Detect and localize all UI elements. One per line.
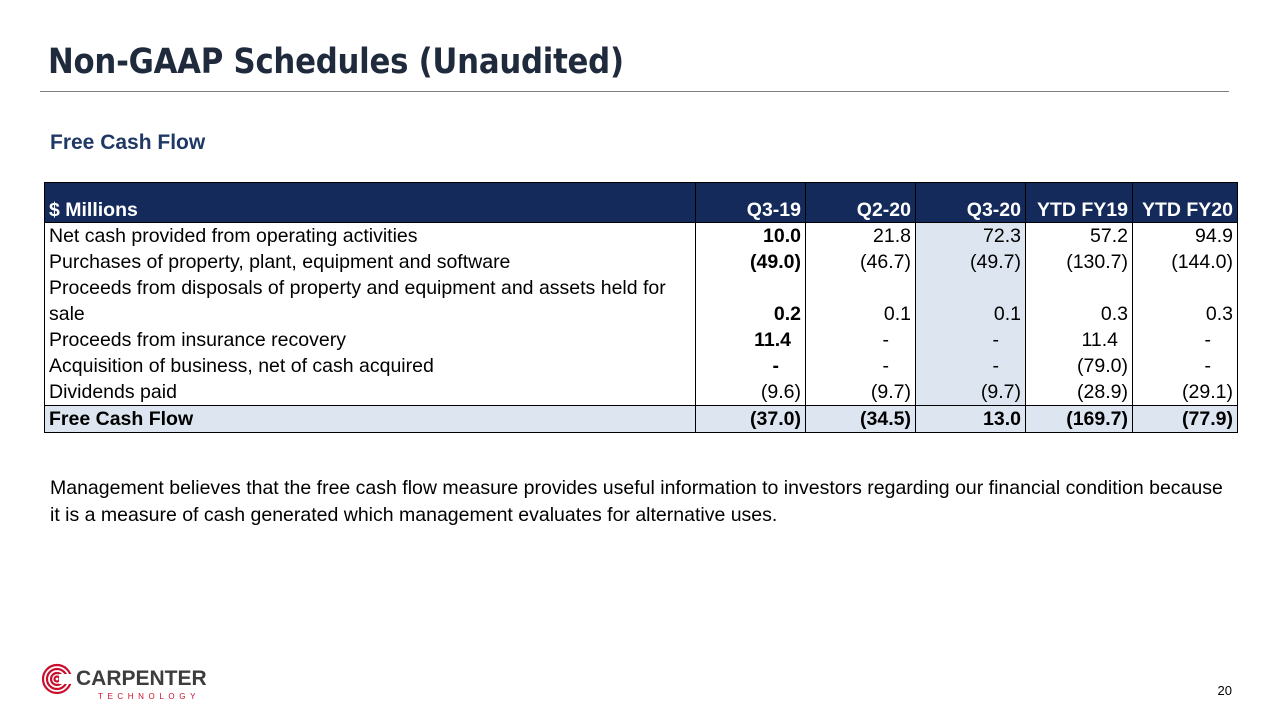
title-divider [40,91,1229,92]
total-label: Free Cash Flow [45,406,696,433]
company-logo [40,662,220,702]
table-row [45,353,1238,379]
table-row [45,379,1238,406]
management-note: Management believes that the free cash flow measure provides useful information to investors regarding our financial condition because it is a measure of cash generated which management evaluates for alternative uses. [50,477,1223,526]
slide-title: Non-GAAP Schedules (Unaudited) [48,42,624,82]
cell-value: (49.7) [916,249,1026,275]
cell-value: 94.9 [1133,223,1238,250]
cell-value: 0.1 [806,275,916,327]
table-row [45,223,1238,250]
total-value: (37.0) [696,406,806,433]
cell-value: (29.1) [1133,379,1238,406]
total-value: (34.5) [806,406,916,433]
cell-value: - [916,353,1026,379]
logo-tagline: TECHNOLOGY [98,692,201,701]
cell-value: 11.4 [1026,327,1133,353]
header-cell: Q3-20 [916,183,1026,223]
table-header-row [45,183,1238,223]
cell-value: (9.7) [806,379,916,406]
row-label: Purchases of property, plant, equipment and software [45,249,696,275]
logo-name: CARPENTER [76,667,207,690]
cell-value: (130.7) [1026,249,1133,275]
total-row [45,406,1238,433]
cell-value: 10.0 [696,223,806,250]
row-label: Dividends paid [45,379,696,406]
row-label: Net cash provided from operating activities [45,223,696,250]
row-label: Proceeds from insurance recovery [45,327,696,353]
cell-value: 21.8 [806,223,916,250]
cell-value: (144.0) [1133,249,1238,275]
cell-value: 0.3 [1133,275,1238,327]
cell-value: 0.3 [1026,275,1133,327]
cell-value: (79.0) [1026,353,1133,379]
free-cash-flow-table [44,182,1238,433]
cell-value: 0.1 [916,275,1026,327]
cell-value: 0.2 [696,275,806,327]
header-cell: YTD FY19 [1026,183,1133,223]
total-value: 13.0 [916,406,1026,433]
cell-value: - [806,353,916,379]
cell-value: - [1133,353,1238,379]
cell-value: - [1133,327,1238,353]
header-cell: Q3-19 [696,183,806,223]
cell-value: 57.2 [1026,223,1133,250]
total-value: (169.7) [1026,406,1133,433]
row-label: Proceeds from disposals of property and equipment and assets held for sale [45,275,696,327]
header-cell: YTD FY20 [1133,183,1238,223]
cell-value: - [916,327,1026,353]
cell-value: (46.7) [806,249,916,275]
page-number: 20 [1217,683,1232,698]
cell-value: (49.0) [696,249,806,275]
carpenter-logo-icon [40,662,220,702]
cell-value: - [806,327,916,353]
cell-value: (28.9) [1026,379,1133,406]
cell-value: 72.3 [916,223,1026,250]
cell-value: (9.7) [916,379,1026,406]
header-cell: $ Millions [45,183,696,223]
total-value: (77.9) [1133,406,1238,433]
cell-value: (9.6) [696,379,806,406]
table-row [45,249,1238,275]
cell-value: - [696,353,806,379]
table-row [45,275,1238,327]
table-row [45,327,1238,353]
cell-value: 11.4 [696,327,806,353]
section-subtitle: Free Cash Flow [50,131,206,154]
header-cell: Q2-20 [806,183,916,223]
row-label: Acquisition of business, net of cash acquired [45,353,696,379]
